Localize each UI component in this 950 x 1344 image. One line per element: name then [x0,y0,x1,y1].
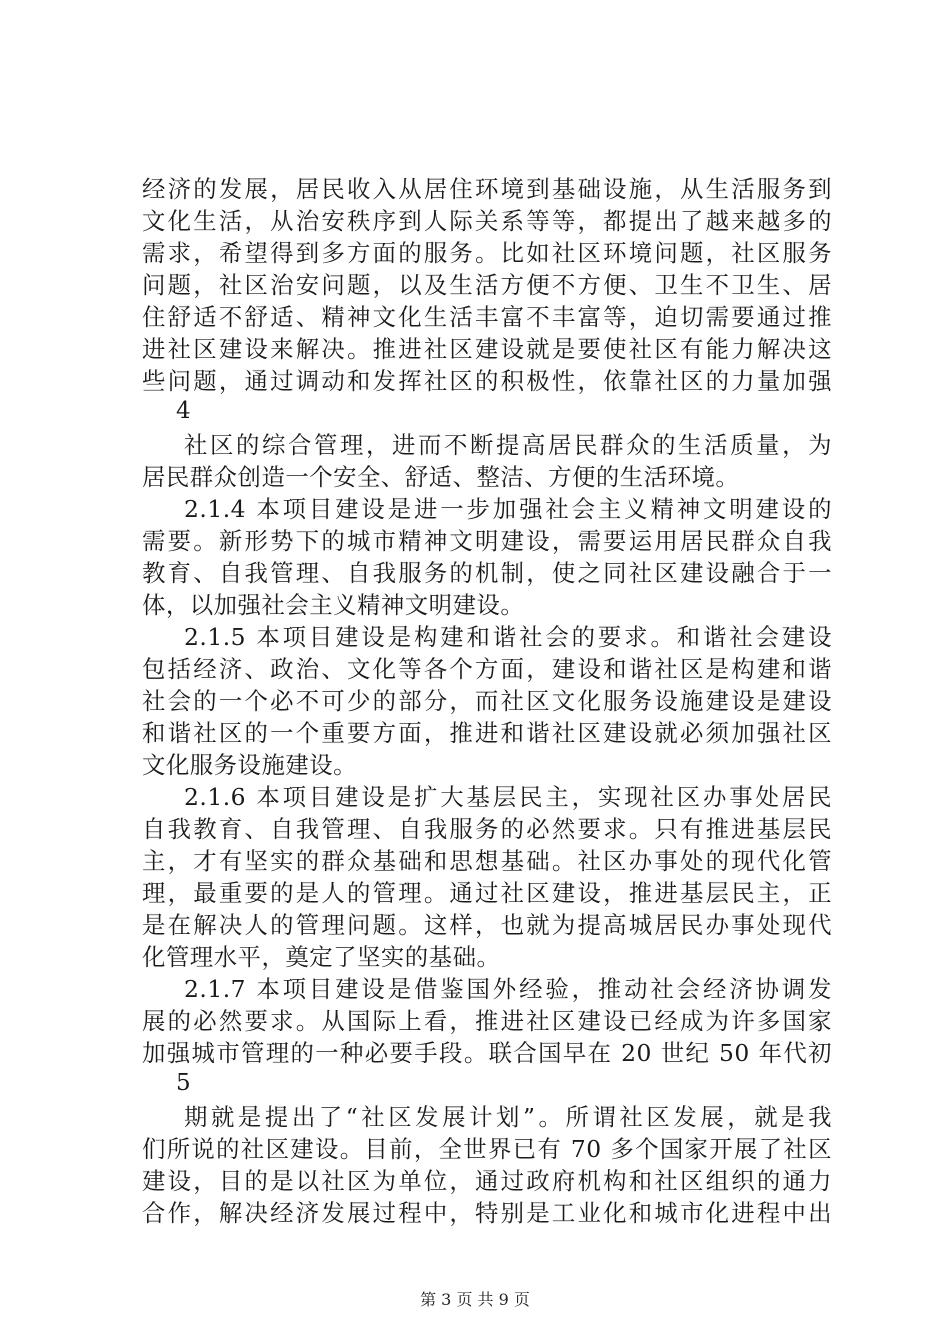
text-line: 社区的综合管理，进而不断提高居民群众的生活质量，为 [184,431,832,459]
text-line: 文化生活，从治安秩序到人际关系等等，都提出了越来越多的 [142,207,832,235]
text-line: 文化服务设施建设。 [142,751,358,779]
text-line: 社会的一个必不可少的部分，而社区文化服务设施建设是建设 [142,687,832,715]
text-line: 教育、自我管理、自我服务的机制，使之同社区建设融合于一 [142,559,832,587]
section-heading-line: 2.1.6 本项目建设是扩大基层民主，实现社区办事处居民 [184,783,832,811]
text-line: 加强城市管理的一种必要手段。联合国早在 20 世纪 50 年代初 [142,1039,832,1067]
page-footer: 第 3 页 共 9 页 [420,1290,530,1309]
text-line: 住舒适不舒适、精神文化生活丰富不丰富等，迫切需要通过推 [142,303,832,331]
section-heading-line: 2.1.5 本项目建设是构建和谐社会的要求。和谐社会建设 [184,623,832,651]
text-line: 建设，目的是以社区为单位，通过政府机构和社区组织的通力 [142,1167,832,1195]
section-heading-line: 2.1.4 本项目建设是进一步加强社会主义精神文明建设的 [184,495,832,523]
page-marker: 5 [176,1070,191,1096]
text-line: 们所说的社区建设。目前，全世界已有 70 多个国家开展了社区 [142,1135,832,1163]
text-line: 化管理水平，奠定了坚实的基础。 [142,943,501,971]
text-line: 些问题，通过调动和发挥社区的积极性，依靠社区的力量加强 [142,367,832,395]
text-line: 理，最重要的是人的管理。通过社区建设，推进基层民主，正 [142,879,832,907]
text-line: 是在解决人的管理问题。这样，也就为提高城居民办事处现代 [142,911,832,939]
text-line: 包括经济、政治、文化等各个方面，建设和谐社区是构建和谐 [142,655,832,683]
section-heading-line: 2.1.7 本项目建设是借鉴国外经验，推动社会经济协调发 [184,975,832,1003]
text-line: 需要。新形势下的城市精神文明建设，需要运用居民群众自我 [142,527,832,555]
text-line: 合作，解决经济发展过程中，特别是工业化和城市化进程中出 [142,1199,832,1227]
text-line: 经济的发展，居民收入从居住环境到基础设施，从生活服务到 [142,175,832,203]
text-line: 展的必然要求。从国际上看，推进社区建设已经成为许多国家 [142,1007,832,1035]
text-line: 体，以加强社会主义精神文明建设。 [142,591,525,619]
text-line: 自我教育、自我管理、自我服务的必然要求。只有推进基层民 [142,815,832,843]
text-line: 居民群众创造一个安全、舒适、整洁、方便的生活环境。 [142,463,740,491]
text-line: 问题，社区治安问题，以及生活方便不方便、卫生不卫生、居 [142,271,832,299]
text-line: 需求，希望得到多方面的服务。比如社区环境问题，社区服务 [142,239,832,267]
text-line: 进社区建设来解决。推进社区建设就是要使社区有能力解决这 [142,335,832,363]
page-marker: 4 [176,398,191,424]
text-line: 期就是提出了“社区发展计划”。所谓社区发展，就是我 [184,1103,832,1131]
text-line: 和谐社区的一个重要方面，推进和谐社区建设就必须加强社区 [142,719,832,747]
text-line: 主，才有坚实的群众基础和思想基础。社区办事处的现代化管 [142,847,832,875]
